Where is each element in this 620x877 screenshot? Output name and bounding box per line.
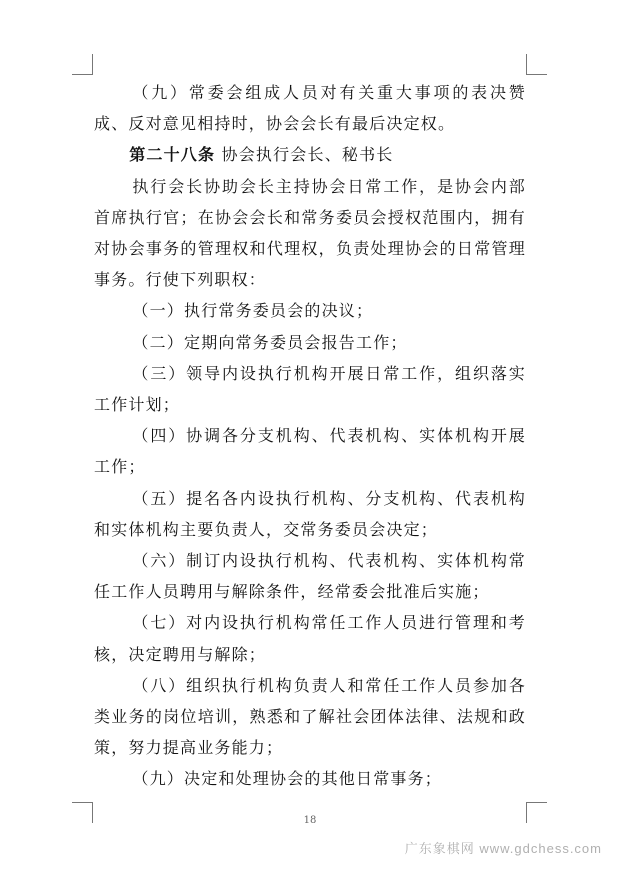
- list-item: （四）协调各分支机构、代表机构、实体机构开展工作；: [94, 426, 526, 477]
- article-number: 第二十八条: [129, 145, 216, 165]
- list-item: （一）执行常务委员会的决议；: [132, 301, 374, 321]
- list-item: （七）对内设执行机构常任工作人员进行管理和考核，决定聘用与解除；: [94, 613, 526, 664]
- watermark: 广东象棋网 www.gdchess.com: [404, 841, 602, 856]
- list-item: （九）决定和处理协会的其他日常事务；: [132, 769, 442, 789]
- paragraph: 执行会长协助会长主持协会日常工作，是协会内部首席执行官；在协会会长和常务委员会授权范围内，拥有对协会事务的管理权和代理权，负责处理协会的日常管理事务。行使下列职权：: [94, 176, 526, 290]
- article-title: 协会执行会长、秘书长: [215, 145, 394, 165]
- list-item: （三）领导内设执行机构开展日常工作，组织落实工作计划；: [94, 363, 526, 415]
- crop-mark-top-right: [526, 54, 547, 75]
- list-item: （二）定期向常务委员会报告工作；: [132, 332, 408, 352]
- article-heading: [94, 139, 526, 170]
- list-item: （六）制订内设执行机构、代表机构、实体机构常任工作人员聘用与解除条件，经常委会批准后实施；: [94, 551, 526, 602]
- paragraph: （九）常委会组成人员对有关重大事项的表决赞成、反对意见相持时，协会会长有最后决定权。: [94, 83, 526, 134]
- body-text: [94, 77, 526, 795]
- list-item: （八）组织执行机构负责人和常任工作人员参加各类业务的岗位培训，熟悉和了解社会团体法律、法规和政策，努力提高业务能力；: [94, 675, 526, 758]
- crop-mark-top-left: [72, 54, 93, 75]
- list-item: （五）提名各内设执行机构、分支机构、代表机构和实体机构主要负责人，交常务委员会决定；: [94, 488, 526, 539]
- page-number: 18: [303, 815, 317, 826]
